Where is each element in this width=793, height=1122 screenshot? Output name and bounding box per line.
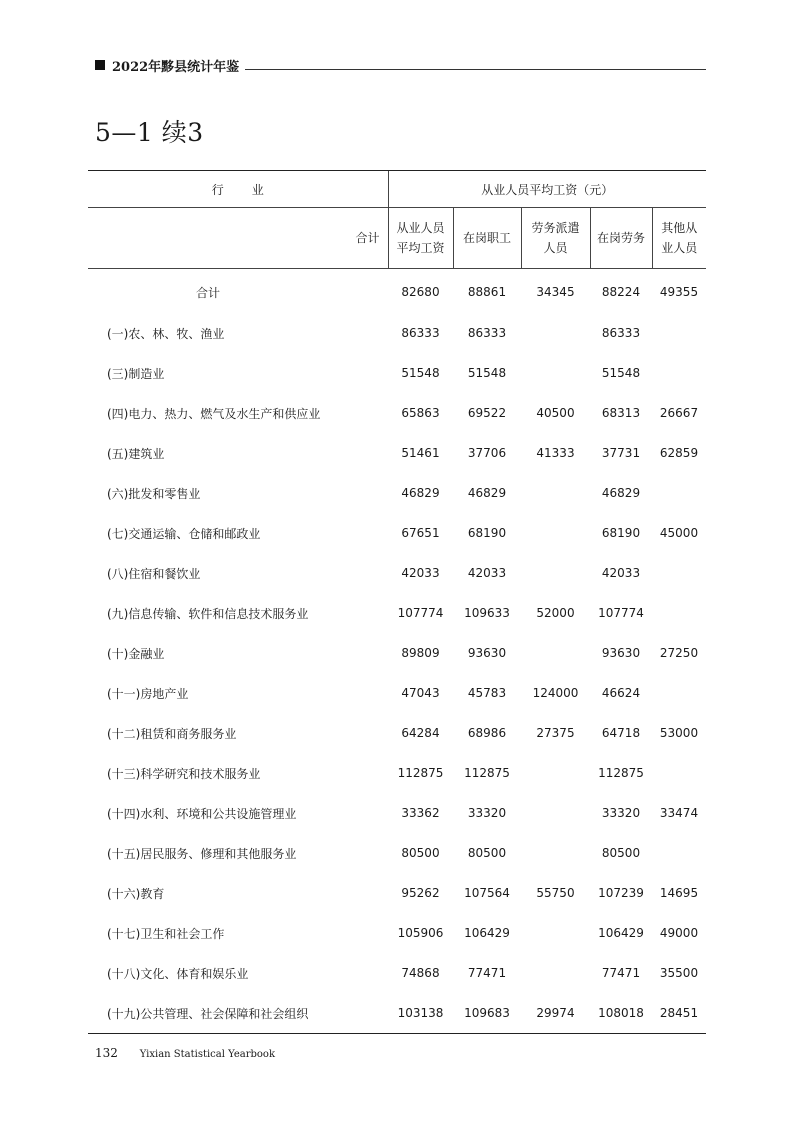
table-row [88, 313, 706, 353]
cell-avg-wage: 80500 [401, 846, 440, 860]
cell-avg-wage: 107774 [397, 606, 444, 620]
page-footer [95, 1046, 275, 1060]
cell-on-post-labor: 107774 [598, 606, 644, 620]
section-title: 5—1 续3 [95, 118, 204, 147]
row-name: (九)信息传输、软件和信息技术服务业 [107, 606, 309, 621]
running-header [95, 56, 706, 76]
row-name: (十)金融业 [107, 646, 165, 661]
cell-on-post-labor: 112875 [598, 766, 644, 780]
cell-on-post-labor: 107239 [598, 886, 644, 900]
table-row [88, 513, 706, 553]
cell-on-post-labor: 46829 [601, 486, 641, 500]
cell-on-post-staff: 42033 [467, 566, 507, 580]
cell-on-post-labor: 42033 [601, 566, 641, 580]
cell-on-post-staff: 88861 [467, 285, 507, 299]
cell-on-post-staff: 33320 [467, 806, 507, 820]
cell-on-post-labor: 80500 [601, 846, 641, 860]
cell-other [652, 553, 706, 593]
group-header: 从业人员平均工资（元） [388, 171, 706, 208]
cell-other: 14695 [659, 886, 699, 900]
cell-dispatched: 124000 [532, 686, 579, 700]
cell-dispatched [521, 833, 590, 873]
cell-other: 49000 [659, 926, 699, 940]
col-header-dispatched: 劳务派遣 人员 [521, 208, 590, 269]
cell-on-post-staff: 107564 [464, 886, 510, 900]
cell-on-post-staff: 77471 [467, 966, 507, 980]
cell-on-post-labor: 68313 [601, 406, 641, 420]
cell-on-post-staff: 68986 [467, 726, 507, 740]
row-name: (十一)房地产业 [107, 686, 189, 701]
cell-avg-wage: 51461 [401, 446, 440, 460]
cell-on-post-labor: 51548 [601, 366, 641, 380]
page-number: 132 [95, 1046, 118, 1060]
row-name: (三)制造业 [107, 366, 165, 381]
cell-on-post-staff: 112875 [464, 766, 510, 780]
header-title: 2022年黟县统计年鉴 [112, 60, 240, 75]
table-row [88, 793, 706, 833]
cell-avg-wage: 103138 [388, 993, 453, 1034]
cell-dispatched: 55750 [536, 886, 575, 900]
cell-dispatched: 52000 [536, 606, 575, 620]
table-row [88, 753, 706, 793]
book-title: Yixian Statistical Yearbook [139, 1049, 276, 1060]
row-name: (十三)科学研究和技术服务业 [107, 766, 261, 781]
cell-dispatched [521, 553, 590, 593]
cell-on-post-staff: 51548 [467, 366, 507, 380]
cell-dispatched [521, 793, 590, 833]
col-header-on-post-labor: 在岗劳务 [590, 208, 652, 269]
cell-avg-wage: 47043 [401, 686, 440, 700]
cell-avg-wage: 112875 [397, 766, 444, 780]
cell-avg-wage: 46829 [401, 486, 440, 500]
table-row [88, 353, 706, 393]
table-row [88, 873, 706, 913]
table-row [88, 953, 706, 993]
table-row [88, 713, 706, 753]
cell-dispatched [521, 633, 590, 673]
table-row [88, 913, 706, 953]
cell-other [652, 593, 706, 633]
col-header-on-post-staff: 在岗职工 [453, 208, 521, 269]
table-row [88, 833, 706, 873]
cell-avg-wage: 51548 [401, 366, 440, 380]
wage-table [88, 170, 706, 1034]
cell-on-post-staff: 93630 [467, 646, 507, 660]
cell-avg-wage: 86333 [401, 326, 440, 340]
cell-dispatched: 27375 [536, 726, 575, 740]
cell-on-post-staff: 106429 [464, 926, 510, 940]
col-header-other: 其他从 业人员 [652, 208, 706, 269]
row-name: (十六)教育 [107, 886, 165, 901]
cell-on-post-labor: 77471 [601, 966, 641, 980]
cell-on-post-labor: 33320 [601, 806, 641, 820]
cell-avg-wage: 105906 [397, 926, 444, 940]
col-header-avg-wage: 从业人员 平均工资 [388, 208, 453, 269]
header-row-1 [88, 171, 706, 208]
header-row-2 [88, 208, 706, 269]
cell-on-post-labor: 88224 [601, 285, 641, 299]
total-col-label: 合计 [88, 208, 388, 269]
cell-on-post-labor: 68190 [601, 526, 641, 540]
row-name: (六)批发和零售业 [107, 486, 201, 501]
table-row [88, 993, 706, 1034]
row-name: (十四)水利、环境和公共设施管理业 [107, 806, 297, 821]
cell-avg-wage: 64284 [401, 726, 440, 740]
cell-on-post-labor: 46624 [601, 686, 641, 700]
industry-header: 行业 [88, 171, 388, 208]
cell-avg-wage: 89809 [401, 646, 440, 660]
cell-on-post-labor: 106429 [598, 926, 644, 940]
table-body [88, 269, 706, 1034]
cell-avg-wage: 82680 [401, 285, 440, 299]
cell-other: 53000 [659, 726, 699, 740]
cell-avg-wage: 74868 [401, 966, 440, 980]
cell-on-post-labor: 64718 [601, 726, 641, 740]
cell-on-post-staff: 109683 [453, 993, 521, 1034]
header-square-marker [95, 60, 105, 70]
row-name: (十五)居民服务、修理和其他服务业 [107, 846, 297, 861]
cell-other: 28451 [652, 993, 706, 1034]
cell-dispatched [521, 473, 590, 513]
cell-on-post-staff: 45783 [467, 686, 507, 700]
cell-other: 45000 [659, 526, 699, 540]
cell-on-post-staff: 69522 [467, 406, 507, 420]
cell-dispatched [521, 313, 590, 353]
cell-other: 26667 [659, 406, 699, 420]
cell-on-post-staff: 46829 [467, 486, 507, 500]
row-name: (十七)卫生和社会工作 [107, 926, 225, 941]
cell-on-post-staff: 37706 [467, 446, 507, 460]
row-name: (七)交通运输、仓储和邮政业 [107, 526, 261, 541]
cell-avg-wage: 67651 [401, 526, 440, 540]
cell-avg-wage: 65863 [401, 406, 440, 420]
table-row [88, 593, 706, 633]
cell-other [652, 353, 706, 393]
row-name: (四)电力、热力、燃气及水生产和供应业 [107, 406, 321, 421]
cell-dispatched [521, 353, 590, 393]
table-row [88, 673, 706, 713]
cell-avg-wage: 95262 [401, 886, 440, 900]
row-name: (十二)租赁和商务服务业 [107, 726, 237, 741]
table-row [88, 393, 706, 433]
cell-other [652, 753, 706, 793]
cell-on-post-labor: 37731 [601, 446, 641, 460]
table-row-total [88, 269, 706, 314]
cell-other: 33474 [659, 806, 699, 820]
row-name: (五)建筑业 [107, 446, 165, 461]
cell-dispatched: 34345 [536, 285, 575, 299]
cell-dispatched [521, 753, 590, 793]
row-name: 合计 [195, 285, 220, 300]
table-row [88, 433, 706, 473]
cell-other: 27250 [659, 646, 699, 660]
cell-dispatched: 29974 [521, 993, 590, 1034]
table-row [88, 473, 706, 513]
row-name: (一)农、林、牧、渔业 [107, 326, 225, 341]
cell-on-post-staff: 109633 [464, 606, 510, 620]
cell-dispatched [521, 953, 590, 993]
cell-other: 49355 [659, 285, 699, 299]
cell-on-post-labor: 86333 [601, 326, 641, 340]
cell-other [652, 473, 706, 513]
cell-other: 62859 [659, 446, 699, 460]
cell-on-post-labor: 93630 [601, 646, 641, 660]
cell-on-post-staff: 80500 [467, 846, 507, 860]
header-rule [245, 69, 706, 70]
row-name: (十八)文化、体育和娱乐业 [107, 966, 249, 981]
row-name: (八)住宿和餐饮业 [107, 566, 201, 581]
row-name: (十九)公共管理、社会保障和社会组织 [88, 993, 388, 1034]
cell-on-post-labor: 108018 [590, 993, 652, 1034]
cell-avg-wage: 33362 [401, 806, 440, 820]
cell-dispatched [521, 513, 590, 553]
cell-other [652, 313, 706, 353]
cell-dispatched: 41333 [536, 446, 575, 460]
cell-other [652, 673, 706, 713]
cell-other: 35500 [659, 966, 699, 980]
cell-dispatched [521, 913, 590, 953]
table-row [88, 633, 706, 673]
cell-other [652, 833, 706, 873]
cell-on-post-staff: 68190 [467, 526, 507, 540]
cell-on-post-staff: 86333 [467, 326, 507, 340]
table-row [88, 553, 706, 593]
cell-dispatched: 40500 [536, 406, 575, 420]
cell-avg-wage: 42033 [401, 566, 440, 580]
